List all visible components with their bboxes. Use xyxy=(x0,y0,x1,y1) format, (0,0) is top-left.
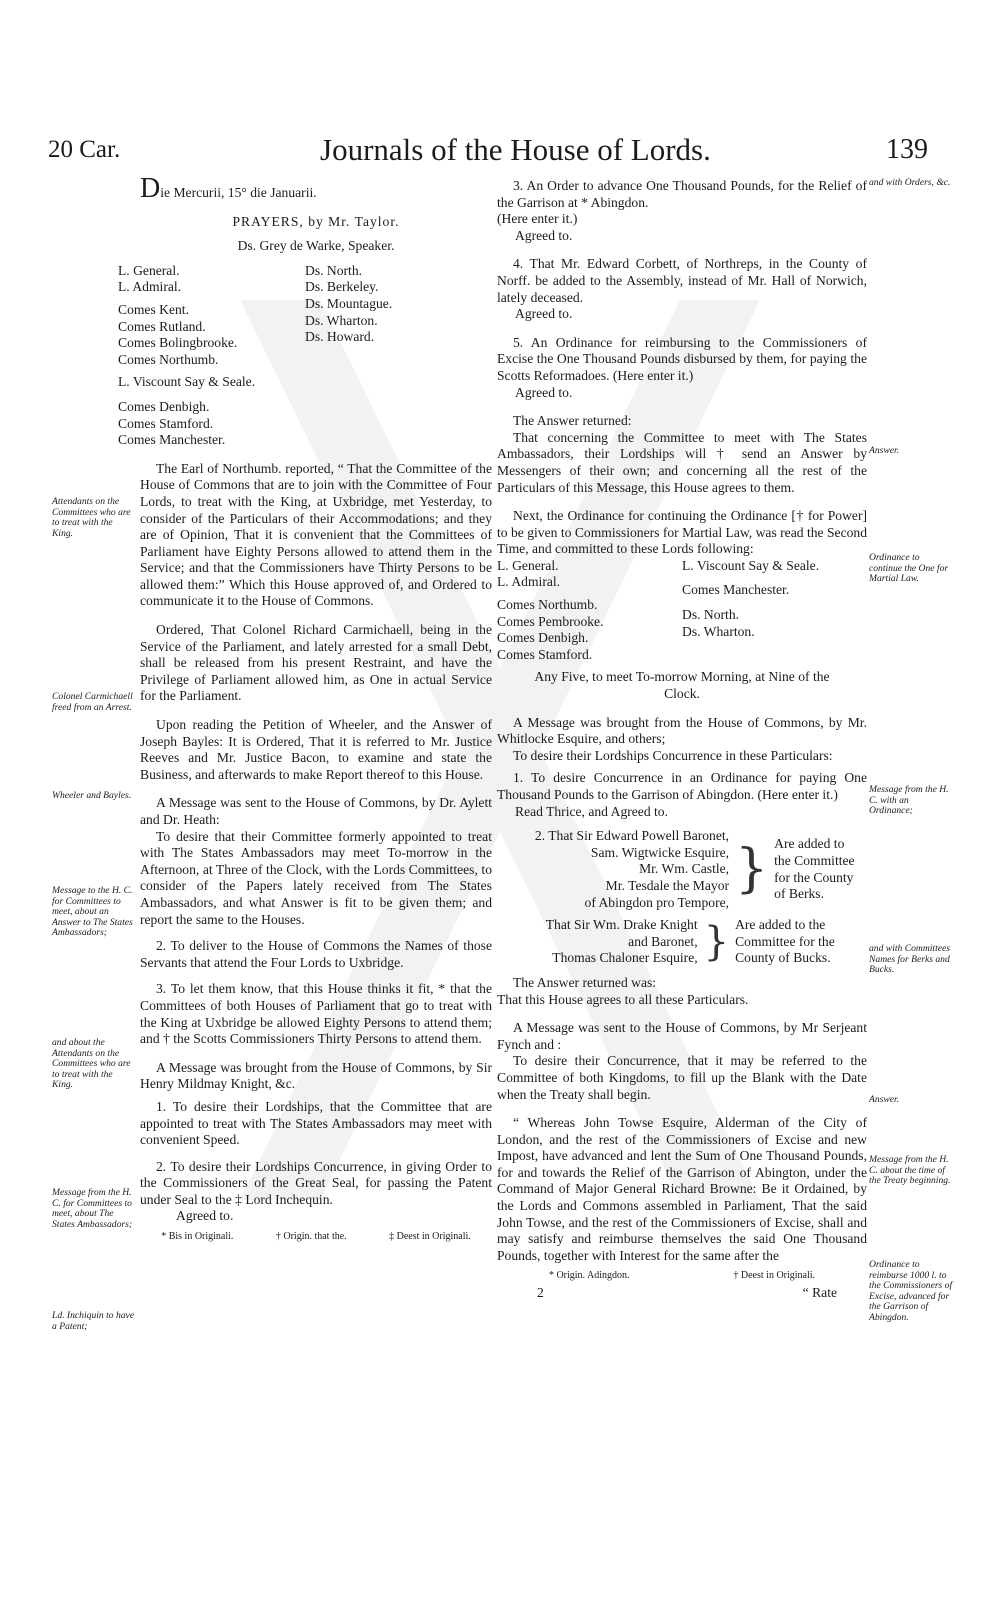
member-name: 2. That Sir Edward Powell Baronet, xyxy=(534,828,730,844)
lord-name: L. Viscount Say & Seale. xyxy=(682,557,820,573)
lord-name: Comes Denbigh. xyxy=(118,398,210,414)
member-name: Mr. Wm. Castle, xyxy=(639,861,730,877)
member-name: of Abingdon pro Tempore, xyxy=(584,894,730,910)
entry-wheeler: Upon reading the Petition of Wheeler, and the Answer of Joseph Bayles: It is Ordered, That it is referred to Mr. Justice Reeves and Mr. Justice Bacon, to examine and state the Business, and afterwards to make Report thereof to this House. xyxy=(140,717,492,782)
margin-note: and with Orders, &c. xyxy=(869,177,951,188)
margin-note: Message from the H. C. about the time of the Treaty beginning. xyxy=(869,1154,951,1187)
message-text: To desire their Concurrence, that it may be referred to the Committee of both Kingdoms, to fill up the Blank with the Date when the Treaty shall begin. xyxy=(497,1053,867,1102)
entry-message-received: A Message was brought from the House of Commons, by Sir Henry Mildmay Knight, &c. xyxy=(140,1059,492,1092)
running-header xyxy=(48,132,928,176)
entry-martial-law: Next, the Ordinance for continuing the Ordinance [† for Power] to be given to Commissioners for Martial Law, was read the Second Time, and committed to these Lords following: xyxy=(497,508,867,557)
message-item: 2. To deliver to the House of Commons the Names of those Servants that attend the Four Lords to Uxbridge. xyxy=(140,938,492,970)
margin-note: Ordinance to reimburse 1000 l. to the Commissioners of Excise, advanced for the Garrison of Abingdon. xyxy=(869,1259,953,1323)
ordinance-text: “ Whereas John Towse Esquire, Alderman of the City of London, and the rest of the Commissioners of Excise and new Impost, have advanced and lent the Sum of One Thousand Pounds, for and towards the Relief of the Garrison of Abington, under the Command of Major General Richard Browne: Be it Ordained, by the Lords and Commons assembled in Parliament, That the said John Towse, and the rest of the Commissioners of Excise, shall and may satisfy and reimburse themselves the said One Thousand Pounds, together with Interest for the same after the xyxy=(497,1115,867,1263)
right-column xyxy=(497,178,867,1302)
brace-icon: } xyxy=(703,918,730,965)
message-item: To desire that their Committee formerly appointed to treat with The States Ambassadors may meet To-morrow in the Afternoon, at Three of the Clock, with the Lords Committees, to consider of the Papers lately received from The States Ambassadors, and what Answer is fit to be given them; and report the same to the Houses. xyxy=(140,828,492,927)
lord-name: L. Admiral. xyxy=(118,279,182,295)
lord-name: Comes Stamford. xyxy=(118,415,214,431)
answer-label: The Answer returned was: xyxy=(513,974,657,990)
journal-title: Journals of the House of Lords. xyxy=(320,132,711,167)
answer-label: The Answer returned: xyxy=(513,413,632,429)
margin-note: Ld. Inchiquin to have a Patent; xyxy=(52,1310,135,1332)
member-name: That Sir Wm. Drake Knight xyxy=(545,917,698,933)
lords-present-list xyxy=(118,262,492,449)
member-name: Mr. Tesdale the Mayor xyxy=(605,877,730,893)
lord-name: Comes Manchester. xyxy=(118,432,226,448)
answer-text: That concerning the Committee to meet with The States Ambassadors, their Lordships will † send an Answer by Messengers of their own; and concerning all the rest of the Particulars of this Message, this House agrees to them. xyxy=(497,429,867,495)
footnote: ‡ Deest in Originali. xyxy=(389,1231,471,1243)
order-item: 4. That Mr. Edward Corbett, of Northreps, in the County of Norff. be added to the Assembly, instead of Mr. Hall of Norwich, lately deceased. xyxy=(497,256,867,305)
lord-name: Ds. Wharton. xyxy=(682,623,755,639)
lord-name: Ds. Wharton. xyxy=(305,312,378,328)
lord-name: L. General. xyxy=(118,262,180,278)
lord-name: Comes Rutland. xyxy=(118,318,206,334)
lord-name: L. Viscount Say & Seale. xyxy=(118,374,256,390)
lord-name: Ds. Mountague. xyxy=(305,295,393,311)
committee-list xyxy=(497,558,867,664)
sitting-date: Die Mercurii, 15° die Januarii. xyxy=(140,173,317,204)
member-name: Thomas Chaloner Esquire, xyxy=(552,950,698,966)
berks-committee-table xyxy=(497,828,867,911)
lord-name: Ds. Howard. xyxy=(305,329,375,345)
lord-name: Comes Manchester. xyxy=(682,582,790,598)
page-foot xyxy=(497,1285,867,1302)
member-name: Sam. Wigtwicke Esquire, xyxy=(590,844,730,860)
bucks-committee-table xyxy=(497,917,867,967)
entry-attendants: The Earl of Northumb. reported, “ That the Committee of the House of Commons that are to join with the Committee of Four Lords, to treat with the King, at Uxbridge, met Yesterday, to consider of the Particulars of their Accommodations; and they are of Opinion, That it is convenient that the Committees of Parliament have Eighty Persons allowed to attend them in the Service; and that the Commissioners have Thirty Persons to be allowed them:” Which this House approved of, and Ordered to communicate it to the House of Commons. xyxy=(140,460,492,609)
read-thrice-line: Read Thrice, and Agreed to. xyxy=(515,803,669,819)
message-item: 3. To let them know, that this House thinks it fit, * that the Committees of both Houses of Parliament that go to treat with the King at Uxbridge be allowed Eighty Persons to attend them; and † the Scotts Commissioners Thirty Persons to attend them. xyxy=(140,981,492,1047)
footnote: † Deest in Originali. xyxy=(733,1270,816,1282)
regnal-year: 20 Car. xyxy=(48,136,121,163)
margin-note: Answer. xyxy=(869,445,900,456)
margin-note: Answer. xyxy=(869,1094,900,1105)
message-desire: To desire their Lordships Concurrence in these Particulars: xyxy=(513,747,833,763)
bucks-added: Are added to the Committee for the County of Bucks. xyxy=(735,917,835,966)
lord-name: Comes Kent. xyxy=(118,301,189,317)
footnote: * Origin. Adingdon. xyxy=(548,1270,630,1282)
margin-note: Attendants on the Committees who are to treat with the King. xyxy=(52,496,131,539)
lord-name: Comes Bolingbrooke. xyxy=(118,335,238,351)
lord-name: L. Admiral. xyxy=(497,574,561,590)
prayers-line: PRAYERS, by Mr. Taylor. xyxy=(232,213,400,229)
lord-name: Ds. North. xyxy=(305,262,363,278)
agreed-line: Agreed to. xyxy=(176,1208,234,1224)
margin-note: Message to the H. C. for Committees to meet, about an Answer to The States Ambassadors; xyxy=(52,885,133,939)
catchword: “ Rate xyxy=(802,1285,837,1301)
lord-name: Comes Denbigh. xyxy=(497,630,589,646)
margin-note: and with Committees Names for Berks and Bucks. xyxy=(869,943,951,976)
entry-message-sent: A Message was sent to the House of Commons, by Dr. Aylett and Dr. Heath: xyxy=(140,795,492,827)
agreed-line: Agreed to. xyxy=(515,227,573,243)
message-item: 1. To desire Concurrence in an Ordinance for paying One Thousand Pounds to the Garrison of Abingdon. (Here enter it.) xyxy=(497,770,867,802)
footnotes xyxy=(140,1229,492,1246)
entry-carmichaell: Ordered, That Colonel Richard Carmichaell, being in the Service of the Parliament, and lately arrested for a small Debt, shall be released from his present Restraint, and have the Privilege of Parliament allowed him, as One in actual Service for the Parliament. xyxy=(140,622,492,704)
order-item: 5. An Ordinance for reimbursing to the Commissioners of Excise the One Thousand Pounds disbursed by them, for paying the Scotts Reformadoes. (Here enter it.) xyxy=(497,334,867,383)
speaker-line: Ds. Grey de Warke, Speaker. xyxy=(237,238,395,254)
footnote: * Bis in Originali. xyxy=(161,1231,234,1243)
lord-name: L. General. xyxy=(497,557,559,573)
entry-message-received: A Message was brought from the House of Commons, by Mr. Whitlocke Esquire, and others; xyxy=(497,714,867,747)
message-item: 2. To desire their Lordships Concurrence, in giving Order to the Commissioners of the Great Seal, for passing the Patent under Seal to the ‡ Lord Inchequin. xyxy=(140,1158,492,1207)
lord-name: Comes Pembrooke. xyxy=(497,613,604,629)
order-item: 3. An Order to advance One Thousand Pounds, for the Relief of the Garrison at * Abingdon. xyxy=(497,178,867,210)
lord-name: Comes Northumb. xyxy=(497,597,598,613)
footnote: † Origin. that the. xyxy=(275,1231,347,1243)
berks-added: Are added to the Committee for the County of Berks. xyxy=(774,836,855,902)
entry-message-sent: A Message was sent to the House of Commons, by Mr Serjeant Fynch and : xyxy=(497,1020,867,1052)
any-five-line: Any Five, to meet To-morrow Morning, at Nine of the Clock. xyxy=(534,669,830,702)
margin-note: Wheeler and Bayles. xyxy=(52,790,132,801)
here-enter: (Here enter it.) xyxy=(497,211,578,227)
lord-name: Comes Stamford. xyxy=(497,646,593,662)
page-number: 139 xyxy=(886,134,928,165)
lord-name: Ds. Berkeley. xyxy=(305,279,379,295)
margin-note: Message from the H. C. with an Ordinance; xyxy=(869,784,949,817)
margin-note: Ordinance to continue the One for Martial Law. xyxy=(869,552,949,585)
left-column xyxy=(118,173,492,1246)
agreed-line: Agreed to. xyxy=(515,306,573,322)
lord-name: Ds. North. xyxy=(682,607,740,623)
margin-note: Colonel Carmichaell freed from an Arrest. xyxy=(52,691,133,713)
agreed-line: Agreed to. xyxy=(515,384,573,400)
margin-note: and about the Attendants on the Committees who are to treat with the King. xyxy=(52,1037,131,1091)
signature-mark: 2 xyxy=(537,1285,544,1301)
footnotes xyxy=(497,1268,867,1285)
margin-note: Message from the H. C. for Committees to meet, about The States Ambassadors; xyxy=(52,1187,133,1230)
lord-name: Comes Northumb. xyxy=(118,351,219,367)
message-item: 1. To desire their Lordships, that the Committee that are appointed to treat with The States Ambassadors may meet with convenient Speed. xyxy=(140,1098,492,1148)
answer-text: That this House agrees to all these Particulars. xyxy=(497,991,749,1007)
member-name: and Baronet, xyxy=(628,933,698,949)
brace-icon: } xyxy=(735,839,769,900)
